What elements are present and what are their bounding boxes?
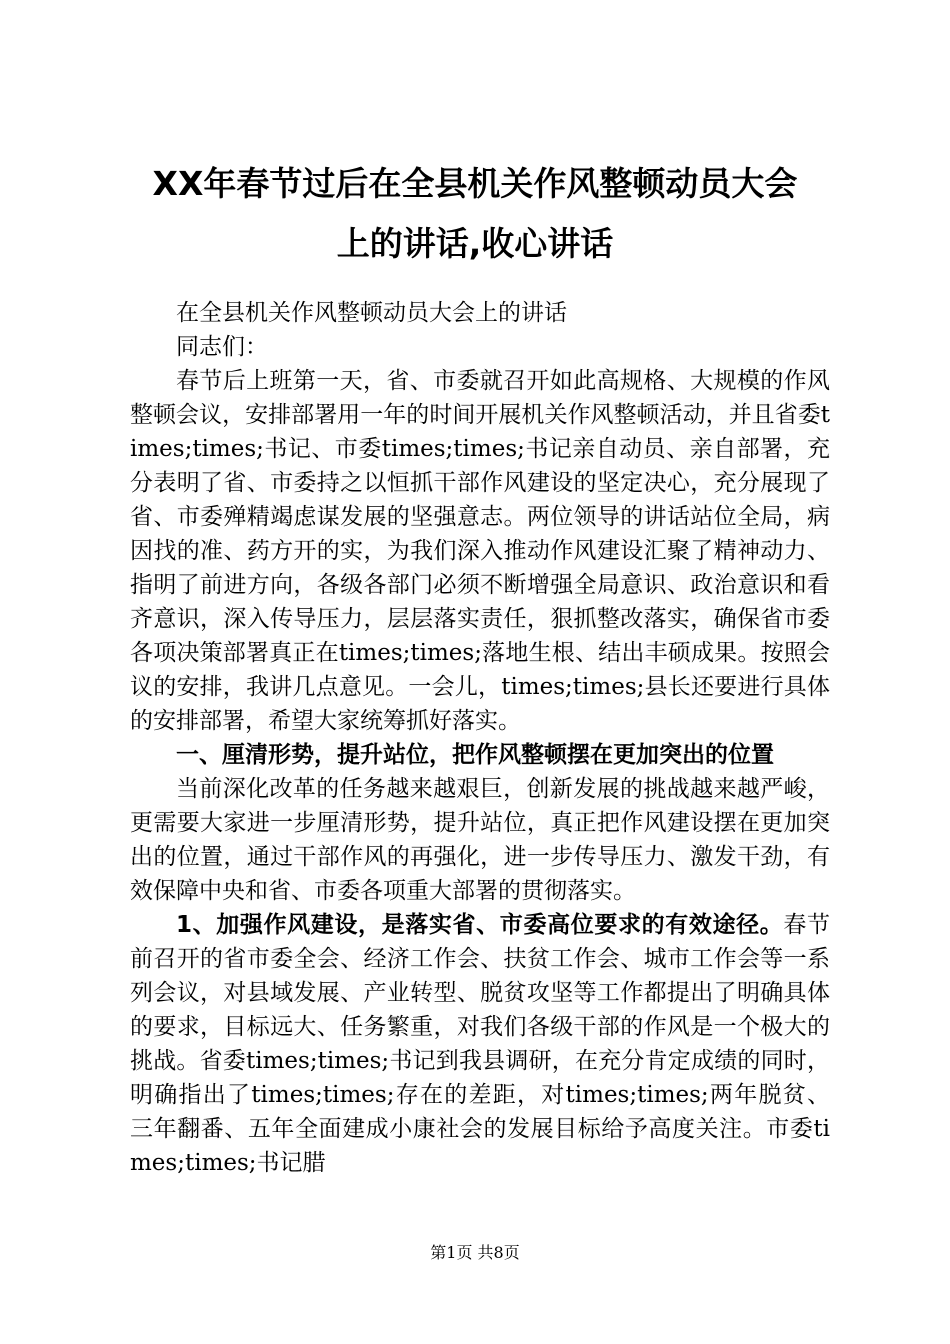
document-title-line-2: 上的讲话,收心讲话 (336, 224, 614, 263)
paragraph-3-text: 春节前召开的省市委全会、经济工作会、扶贫工作会、城市工作会等一系列会议，对县域发展、产业转型、脱贫攻坚等工作都提出了明确具体的要求，目标远大、任务繁重，对我们各级干部的作风是一个极大的挑战。省委times;times;书记到我县调研，在充分肯定成绩的同时，明确指出了times;times;存在的差距，对times;times;两年脱贫、三年翻番、五年全面建成小康社会的发展目标给予高度关注。市委times;times;书记腊 (130, 912, 830, 1176)
document-title-line-1: XX年春节过后在全县机关作风整顿动员大会 (152, 164, 798, 203)
salutation: 同志们： (176, 334, 268, 360)
paragraph-3-lead: 1、加强作风建设，是落实省、市委高位要求的有效途径。 (176, 912, 784, 938)
page-number-footer: 第1页 共8页 (430, 1243, 520, 1262)
document-body (130, 296, 830, 1180)
paragraph-2: 当前深化改革的任务越来越艰巨，创新发展的挑战越来越严峻，更需要大家进一步厘清形势，提升站位，真正把作风建设摆在更加突出的位置，通过干部作风的再强化，进一步传导压力、激发干劲，有效保障中央和省、市委各项重大部署的贯彻落实。 (130, 776, 830, 904)
paragraph-1: 春节后上班第一天，省、市委就召开如此高规格、大规模的作风整顿会议，安排部署用一年的时间开展机关作风整顿活动，并且省委times;times;书记、市委times;times;书记亲自动员、亲自部署，充分表明了省、市委持之以恒抓干部作风建设的坚定决心，充分展现了省、市委殚精竭虑谋发展的坚强意志。两位领导的讲话站位全局，病因找的准、药方开的实，为我们深入推动作风建设汇聚了精神动力、指明了前进方向，各级各部门必须不断增强全局意识、政治意识和看齐意识，深入传导压力，层层落实责任，狠抓整改落实，确保省市委各项决策部署真正在times;times;落地生根、结出丰硕成果。按照会议的安排，我讲几点意见。一会儿，times;times;县长还要进行具体的安排部署，希望大家统筹抓好落实。 (130, 368, 830, 734)
section-heading-1: 一、厘清形势，提升站位，把作风整顿摆在更加突出的位置 (176, 742, 774, 768)
paragraph-3 (130, 908, 830, 1180)
speech-subtitle: 在全县机关作风整顿动员大会上的讲话 (176, 300, 567, 326)
